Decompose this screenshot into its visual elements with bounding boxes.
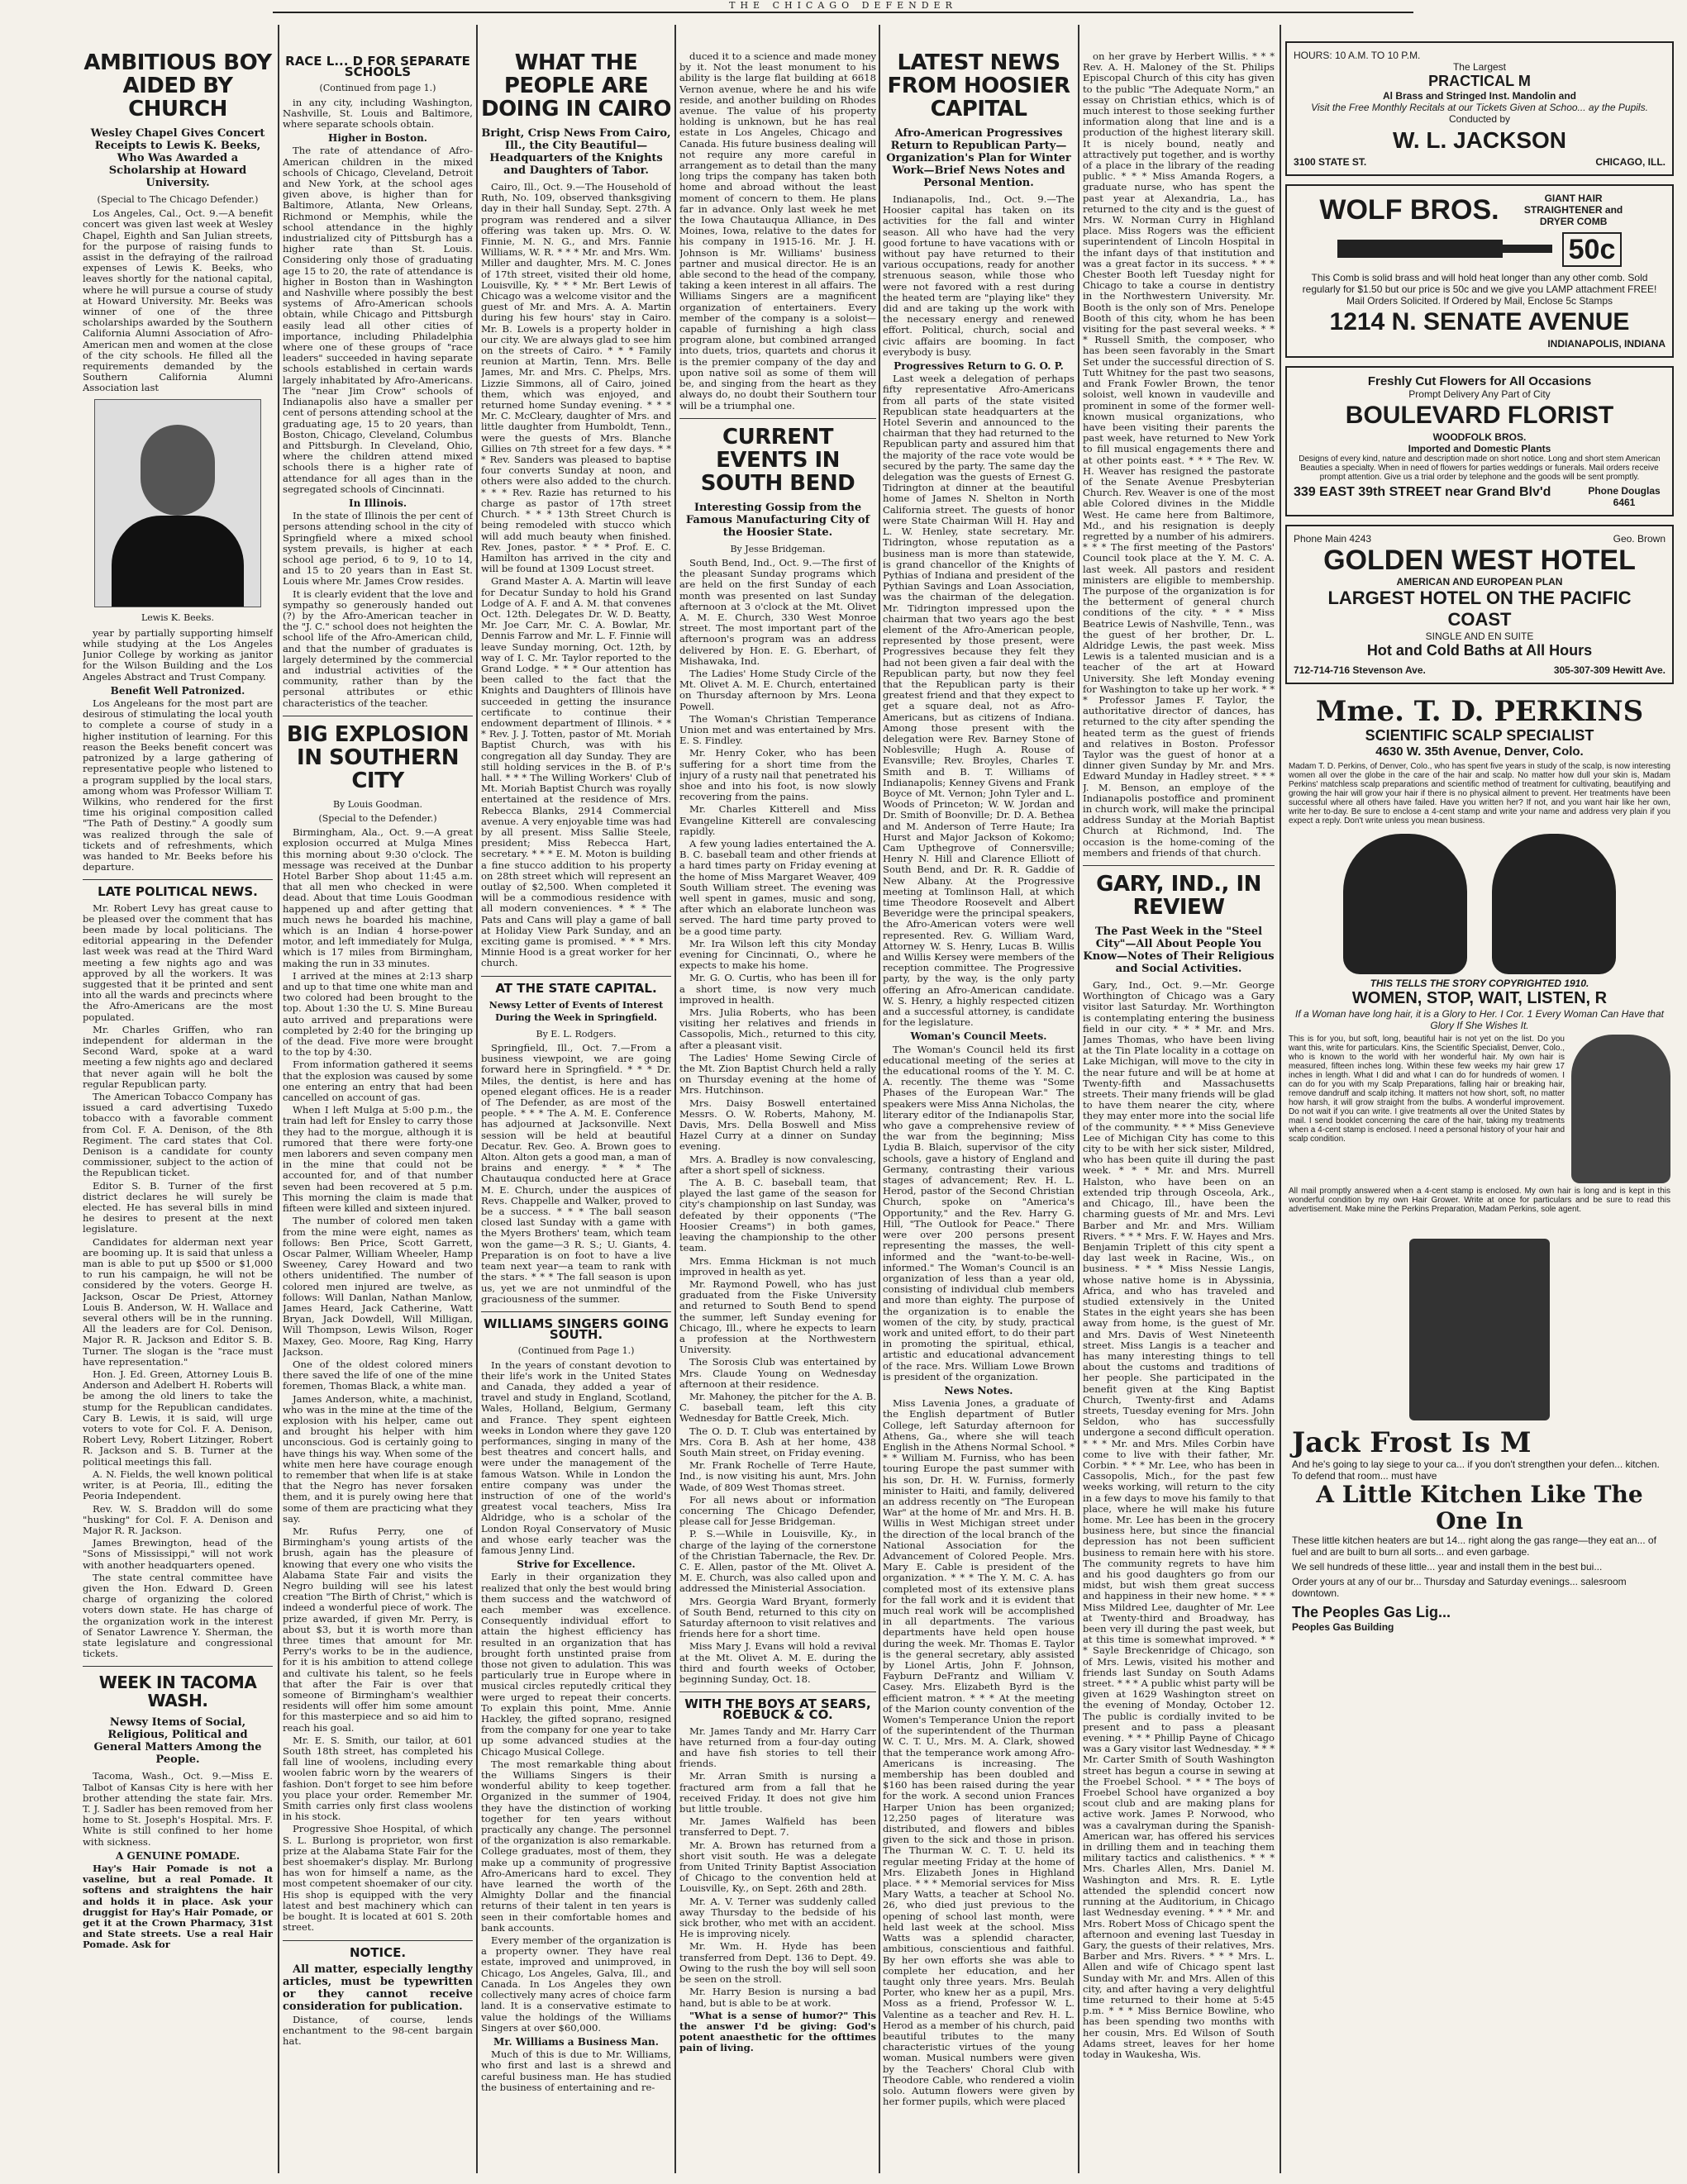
deck: Afro-American Progressives Return to Republican Party—Organization's Plan for Winter Work—Brief News Notes and Personal Mention.: [886, 127, 1071, 189]
article-paragraph: Cairo, Ill., Oct. 9.—The Household of Ruth, No. 109, observed thanksgiving day in their hall Sunday, Sept. 27th. A program was rendered and a silver offering was taken up. Mrs. O. W. Finnie, M. N. G., and Mrs. Fannie Williams, W. R. * * * Mr. and Mrs. Wm. Miller and daughter, Mrs. M. C. Jones of 17th street, visited their old home, Louisville, Ky. * * * Mr. Bert Lewis of Chicago was a welcome visitor and the guest of Mr. and Mrs. A. A. Martin during his few hours' stay in Cairo. Mr. B. Lowels is a property holder in our city. We are always glad to see him on the streets of Cairo. * * * Family reunion at Martin, Tenn. Mrs. Belle James, Mr. and Mrs. C. Phelps, Mrs. Lizzie Simmons, all of Cairo, joined them, which was enjoyed, and returned home Sunday evening. * * * Mr. C. McCleary, daughter of Mrs. and little daughter from Humboldt, Tenn., were the guests of Mrs. Blanche Gillies on 7th street for a few days. * * * Rev. Sanders was pleased to baptise four converts Sunday at noon, and others were also added to the church. * * * Rev. Razie has returned to his charge as pastor of 17th street Church. * * * 13th Street Church is being remodeled with stucco which will add much beauty when finished. Rev. Jones, pastor. * * * Prof. E. C. Hamilton has arrived in the city and will be found at 1309 Locust street.: [481, 181, 671, 575]
comb-icon: [1337, 233, 1552, 266]
ad-phone: Phone Main 4243: [1294, 533, 1372, 545]
article-paragraph: Miss Lavenia Jones, a graduate of the English department of Butler College, left Saturday afternoon for Athens, Ga., where she will teach English in the Athens Normal School. * * * William M. Furniss, who has been touring Europe the past summer with his son, Dr. H. W. Furniss, formerly minister to Haiti, and family, delivered an address recently on "The European War" at the home of Mr. and Mrs. H. B. Willis in West Michigan street under the direction of the local branch of the National Association for the Advancement of Colored People. Mrs. Mary E. Cable is president of the organization. * * * The Y. M. C. A. has completed most of its extensive plans for the fall work and it is evident that much real work will be accomplished in all departments. The various departments have held open house during the week. Mr. Thomas E. Taylor is the general secretary, ably assisted by Lionel Artis, John F. Johnson, Fayburn DeFrantz and William V. Casey. Mrs. Elizabeth Byrd is the efficient matron. * * * At the meeting of the Marion county convention of the Women's Temperance Union the report of the superintendent of the Thurman W. C. T. U., Mrs. M. A. Clark, showed that the temperance work among Afro-Americans is increasing. The membership has been doubled and $160 has been raised during the year for the work. A second union Frances Harper Union has been organized; 12,250 pages of literature was distributed, and flowers and bibles given to the sick and those in prison. The Thurman W. C. T. U. held its regular meeting Friday at the home of Mrs. Elizabeth Jones in Highland place. * * * Memorial services for Miss Mary Watts, a teacher at School No. 26, who died just previous to the opening of school last month, were held last week at the school. Miss Watts was a splendid character, ambitious, conscientious and faithful. By her own efforts she was able to complete her education, and her taught only three years. Mrs. Beulah Porter, who knew her as a pupil, Mrs. Moss as a friend, Professor W. L. Valentine as a teacher and Rev. H. L. Herod as a member of his church, paid beautiful tributes to the many characteristic virtues of the young woman. Musical numbers were given by the Teachers' Choral Club with Theodore Cable, who rendered a violin solo. Autumn flowers were given by her former pupils, which were placed: [883, 1397, 1075, 2108]
column-rule: [1078, 25, 1079, 2173]
column-rule: [674, 25, 676, 2173]
divider: [283, 1940, 473, 1941]
ad-paragraph: Hay's Hair Pomade is not a vaseline, but a real Pomade. It softens and straightens the hair and holds it in place. Ask your druggist for Hay's Hair Pomade, or get it at the Crown Pharmacy, 31st and State streets. Use a real Hair Pomade. Ask for: [83, 1862, 273, 1951]
portrait-photo: [94, 399, 261, 607]
article-paragraph: Mr. A. V. Terner was suddenly called away Thursday to the bedside of his sick brother, who met with an accident. He is improving nicely.: [679, 1895, 876, 1940]
article-paragraph: Mr. Robert Levy has great cause to be pleased over the comment that has been made by local politicians. The editorial appearing in the Defender last week was read at the Third Ward meeting a few nights ago and was approved by all the workers. It was suggested that it be printed and sent into all the wards and precincts where the Afro-Americans are the most populated.: [83, 902, 273, 1023]
article-paragraph: Mr. Rufus Perry, one of Birmingham's young artists of the brush, again has the pleasure of knowing that every one who visits the Alabama State Fair and visits the Negro building will see his latest creation "The Birth of Christ," which is indeed a wonderful piece of work. The prize awarded, if given Mr. Perry, is about $3, but it is worth more than three times that amount for Mr. Perry's works to be in the audience, for it is his ambition to attend college and cultivate his talent, so he feels that after the Fair is over that someone of Birmingham's wealthier residents will offer him some amount for this masterpiece and so aid him to reach his goal.: [283, 1525, 473, 1734]
article-paragraph: Mrs. Emma Hickman is not much improved in health as yet.: [679, 1254, 876, 1278]
article-paragraph: Mr. Raymond Powell, who has just graduated from the Fiske University and returned to South Bend to spend the summer, left Sunday evening for Chicago, Ill., where he expects to learn a profession at the Northwestern University.: [679, 1278, 876, 1356]
ad-line: Peoples Gas Building: [1292, 1621, 1394, 1633]
article-paragraph: When I left Mulga at 5:00 p.m., the train had left for Ensley to carry those they had to the morgue, although it is rumored that there were forty-one men laborers and seven company men in the mine that could not be accounted for, and of that number seven had been recovered at 5 p.m. This morning the claim is made that fifteen were killed and sixteen injured.: [283, 1104, 473, 1215]
article-paragraph: Mr. Charles Kitterell and Miss Evangeline Kitterell are convalescing rapidly.: [679, 803, 876, 837]
ad-description: Madam T. D. Perkins, of Denver, Colo., who has spent five years in study of the scalp, is now interesting women all over the globe in the care of the hair and scalp. No matter how dull your skin is, Madam Perkins' matchless scalp preparations and scientific method of treatment for cultivating, beautifying and growing the hair will grow your hair if there is no physical ailment to prevent. Her treatments have been successful where all others have failed. Have you written her? If not, and you want hair like her own, write her to-day. Be sure to enclose a 4-cent stamp and write your name and address very plain if you expect a reply. Don't write unless you mean business.: [1289, 762, 1670, 826]
divider: [481, 1311, 671, 1312]
ad-line: Freshly Cut Flowers for All Occasions: [1367, 374, 1592, 388]
article-paragraph: Mr. James Tandy and Mr. Harry Carr have returned from a four-day outing and have fish stories to tell their friends.: [679, 1725, 876, 1770]
article-paragraph: In the state of Illinois the per cent of persons attending school in the city of Springfield where a mixed school system prevails, is higher at each school age period, 6 to 9, 10 to 14, and 15 to 20 years than in East St. Louis where Mr. James Crow resides.: [283, 510, 473, 588]
ad-paragraph: Order yours at any of our br... Thursday and Saturday evenings... salesroom downtown.: [1292, 1576, 1627, 1599]
headline-ambitious-boy: AMBITIOUS BOY AIDED BY CHURCH: [83, 51, 272, 121]
deck: Wesley Chapel Gives Concert Receipts to Lewis K. Beeks, Who Was Awarded a Scholarship at Howard University.: [90, 127, 265, 189]
article-paragraph: In the years of constant devotion to their life's work in the United States and Canada, they added a year of travel and study in England, Scotland, Wales, Holland, Belgium, Germany and France. They spent eighteen weeks in London where they gave 120 performances, singing in many of the best theatres and concert halls, and were under the management of the famous Watson. While in London the entire company was under the instruction of one of the world's greatest vocal teachers, Miss Ira Aldridge, who is a scholar of the London Royal Conservatory of Music and whose early teacher was the famous Jenny Lind.: [481, 1358, 671, 1556]
ad-perkins: [1285, 692, 1674, 1217]
article-paragraph: Los Angeles, Cal., Oct. 9.—A benefit concert was given last week at Wesley Chapel, Eighth and San Julian streets, for the purpose of raising funds to assist in the defraying of the railroad expenses of Lewis K. Beeks, who leaves shortly for the national capital, where he will pursue a course of study at Howard University. Mr. Beeks was winner of one of the three scholarships awarded by the Southern California Alumni Association of Afro-American men and women at the close of the city schools. He filled all the requirements demanded by the Southern California Alumni Association last: [83, 207, 273, 394]
article-paragraph: South Bend, Ind., Oct. 9.—The first of the pleasant Sunday programs which are held on the first Sunday of each month was presented on last Sunday afternoon at 3 o'clock at the Mt. Olivet A. M. E. Church, 330 West Monroe street. The most important part of the afternoon's program was an address delivered by Hon. E. G. Eberhart, of Mishawaka, Ind.: [679, 556, 876, 667]
headline-state-capital: AT THE STATE CAPITAL.: [495, 980, 657, 996]
article-paragraph: Candidates for alderman next year are booming up. It is said that unless a man is able to put up $500 or $1,000 to run his campaign, he will not be considered by the voters. George H. Jackson, Oscar De Priest, Attorney Louis B. Anderson, W. H. Wallace and several others will be in the running. All the leaders are for Col. Denison, Major R. R. Jackson and Editor S. B. Turner. The slogan is the "race must have representation.": [83, 1235, 273, 1368]
article-paragraph: Mr. E. S. Smith, our tailor, at 601 South 18th street, has completed his fall line of woolens, including every woolen fabric worn by the wearers of fashion. Don't forget to see him before you place your order. Remember Mr. Smith carries only first class woolens in his stock.: [283, 1734, 473, 1823]
article-paragraph: Mrs. A. Bradley is now convalescing, after a short spell of sickness.: [679, 1153, 876, 1176]
ad-line: Prompt Delivery Any Part of City: [1408, 388, 1551, 400]
article-paragraph: P. S.—While in Louisville, Ky., in charge of the laying of the cornerstone of the Christian Tabernacle, the Rev. Dr. C. E. Allen, pastor of the Mt. Olivet A. M. E. Church, was also called upon and addressed the Ministerial Association.: [679, 1528, 876, 1595]
article-paragraph: Mr. Henry Coker, who has been suffering for a short time from the injury of a rusty nail that penetrated his shoe and into his foot, is now slowly recovering from the pains.: [679, 747, 876, 803]
ad-body-row: [1289, 1035, 1670, 1183]
article-paragraph: Mr. Harry Besion is nursing a bad hand, but is able to be at work.: [679, 1986, 876, 2009]
subhead: Progressives Return to G. O. P.: [894, 360, 1064, 373]
article-paragraph: The Woman's Christian Temperance Union met and was entertained by Mrs. E. S. Findley.: [679, 712, 876, 747]
article-paragraph: James Anderson, white, a machinist, who was in the mine at the time of the explosion with his helper, came out and brought his helper with him unconscious. God is certainly going to have things his way. When some of the white men here have courage enough to remember that when life is at stake that the Negro has never forsaken them, and it is purely owing here that some of them are practicing what they say.: [283, 1392, 473, 1525]
ad-city: CHICAGO, ILL.: [1595, 156, 1666, 168]
long-hair-photo: [1571, 1035, 1670, 1183]
byline: By Louis Goodman.: [332, 798, 423, 810]
headline-williams-singers: WILLIAMS SINGERS GOING SOUTH.: [484, 1316, 669, 1343]
ad-line: WOODFOLK BROS.: [1432, 431, 1527, 443]
column-1: [83, 51, 273, 2175]
ad-comb-row: [1294, 232, 1666, 267]
article-paragraph: From information gathered it seems that the explosion was caused by some one entering an entry that had been cancelled on account of gas.: [283, 1059, 473, 1104]
column-5: [883, 51, 1075, 2175]
ad-title-row: [1294, 193, 1666, 227]
article-paragraph: Last week a delegation of perhaps fifty representative Afro-Americans from all parts of the state visited Republican state headquarters at the Hotel Severin and announced to the chairman that they had returned to the Republican party and assured him that the majority of the race vote would be secured by the party. The same day the delegation was the guests of Ernest G. Tidrington at dinner at the beautiful home of James N. Shelton in North California street. The guests of honor were State Chairman Will H. Hay and L. W. Henley, state secretary. Mr. Tidrington, whose reputation as a business man is more than statewide, is grand chancellor of the Knights of Pythias of Indiana and president of the Pythian Savings and Loan Association, was the chairman of the delegation. Mr. Tidrington impressed upon the chairman that two years ago the best element of the Afro-American people, represented by those present, were Progressives because they felt they had not been given a fair deal with the Republican party, but now they feel that the Republican party is their greatest friend and that they expect to get a square deal, not as Afro-Americans, but as citizens of Indiana. Among those present with the delegation were Rev. Barney Stone of Noblesville; Hugh A. Rouse of Evansville; Rev. Broyles, Charles T. Smith and B. T. Williams of Indianapolis; Kenney Givens and Frank Boyce of Mt. Vernon; John Tyler and L. Woods of Princeton; W. W. Jordan and Dr. Smith of Boonville; Dr. D. A. Bethea and M. Anderson of Terre Haute; Ira Hurst and Major Jackson of Kokomo; Cam Upthegrove of Connersville; Henry N. Hill and Clarence Elliott of South Bend, and Dr. R. R. Gaddie of New Albany. At the Progressive meeting at Tomlinson Hall, at which time Theodore Roosevelt and Albert Beveridge were the principal speakers, the Afro-American voters were well represented. Rev. G. William Ward, Attorney W. S. Henry, Lucas B. Willis and Willis Kersey were members of the reception committee. The Progressive party, by the way, is the only party offering an Afro-American candidate. W. S. Henry, a highly respected citizen and a successful attorney, is candidate for the legislature.: [883, 373, 1075, 1029]
article-paragraph: Early in their organization they realized that only the best would bring them success and the watchword of each member was excellence. Consequently individual effort to attain the highest efficiency has resulted in an organization that has brought forth unstinted praise from those not given to adulation. This was particularly true in Europe where in musical circles reputedly critical they were urged to repeat their concerts. To explain this point, Mme. Annie Hackley, the gifted soprano, resigned from the company for one year to take up some advanced studies at the Chicago Musical College.: [481, 1571, 671, 1758]
advertisement-column: [1285, 41, 1674, 1648]
article-paragraph: Birmingham, Ala., Oct. 9.—A great explosion occurred at Mulga Mines this morning about 9:30 o'clock. The message was received at the Dunbar Hotel Barber Shop about 11:45 a.m. that all men who checked in were dead. About that time Louis Goodman happened up and after getting that much news he boarded his machine, which is an Indian 4 horse-power motor, and left immediately for Mulga, which is 17 miles from Birmingham, making the run in 33 minutes.: [283, 826, 473, 969]
article-paragraph: Springfield, Ill., Oct. 7.—From a business viewpoint, we are going forward here in Springfield. * * * Dr. Miles, the dentist, is here and has opened elegant offices. He is a reader of The Defender, as are most of the people. * * * The A. M. E. Conference has adjourned at Jacksonville. Next session will be held at beautiful Decatur. Rev. Geo. A. Brown goes to Alton. Alton gets a good man, a man of brains and energy. * * * The Chautauqua conducted here at Grace M. E. Church, under the auspices of Revs. Chappelle and Walker, proved to be a success. * * * The ball season closed last Sunday with a game with the Myers Brothers' team, which team won the game—3 R. S.; U. Giants, 4. Preparation is on foot to have a live team next year—a team to rank with the stars. * * * The fall season is upon us, yet we are not unmindful of the graciousness of the summer.: [481, 1042, 671, 1305]
article-paragraph: duced it to a science and made money by it. Not the least monument to his ability is the large flat building at 6618 Vernon avenue, where he and his wife reside, and another building on Rhodes avenue. The value of his property holding is unknown, but he has real estate in Los Angeles, Chicago and Canada. His future business dealing will not require any more careful in arrangement as to detail than the many long trips the company has taken both home and abroad without the least moment of concern to them. He plans far in advance. Only last week he met the Iowa Chautauqua Alliance, in Des Moines, Iowa, relative to the dates for his company in 1915-16. Mr. J. H. Johnson is Mr. Williams' business partner and musical director. He is an able second to the head of the company, taking a keen interest in all affairs. The Williams Singers are a magnificent organization of entertainers. Every member of the company is a soloist—capable of furnishing a high class program alone, but combined arranged into duets, trios, quartets and chorus it is the premier company of the day and upon native soil as some of them will be, and singing from the heart as they always do, no doubt their Southern tour will be a triumphal one.: [679, 51, 876, 412]
article-paragraph: Every member of the organization is a property owner. They have real estate, improved and unimproved, in Chicago, Los Angeles, Galva, Ill., and Canada. In Los Angeles they own collectively many acres of choice farm land. It is a conservative estimate to value the holdings of the Williams Singers at over $60,000.: [481, 1934, 671, 2034]
article-paragraph: Mr. Ira Wilson left this city Monday evening for Cincinnati, O., where he expects to make his home.: [679, 937, 876, 972]
ad-line: If a Woman have long hair, it is a Glory to Her. I Cor. 1 Every Woman Can Have that Glory If She Wishes It.: [1295, 1008, 1664, 1031]
ad-headline: A Little Kitchen Like The One In: [1316, 1481, 1643, 1535]
ad-line: SINGLE AND EN SUITE: [1425, 630, 1534, 642]
column-rule: [1280, 25, 1281, 2173]
article-paragraph: Mrs. Daisy Boswell entertained Messrs. O. W. Roberts, Mahony, M. Davis, Mrs. Della Boswell and Miss Hazel Curry at a dinner on Sunday evening.: [679, 1097, 876, 1153]
column-2: [283, 51, 473, 2175]
article-paragraph: The number of colored men taken from the mine were eight, names as follows: Ben Price, Scott Garrett, Oscar Palmer, William Wheeler, Hamp Sweeney, Carey Howard and two others unidentified. The number of colored men injured are twelve, as follows: Will Danlan, Nathan Manlow, James Heard, Jack Catherine, Watt Bryan, Jack Dowdell, Will Milligan, Will Thompson, Lewis Wilson, Roger Maxey, Geo. Moore, Rag King, Harry Jackson.: [283, 1215, 473, 1358]
continued-note: (Continued from Page 1.): [517, 1345, 635, 1357]
ad-phone: Phone Douglas 6461: [1588, 485, 1661, 508]
ad-line: LARGEST HOTEL ON THE PACIFIC COAST: [1327, 588, 1632, 630]
headline-tacoma: WEEK IN TACOMA WASH.: [98, 1672, 257, 1711]
subhead: News Notes.: [944, 1384, 1013, 1397]
article-paragraph: on her grave by Herbert Willis. * * * Rev. A. H. Maloney of the St. Philips Episcopal Church of this city has given to the public "The Adequate Norm," an essay on Christian ethics, which is of much interest to those seeking further information along that line and is a production of the highest literary skill. It is nicely bound, neatly and attractively put together, and is worthy of a place in the library of the reading public. * * * Miss Amanda Rogers, a graduate nurse, who has spent the past year at Alexandria, La., has returned to the city and is the guest of Mrs. W. Norman Curry in Highland place. Miss Rogers was the efficient superintendent of Lincoln Hospital in the infant days of that institution and was a great factor in its success. * * * Chester Booth left Tuesday night for Chicago to take a course in dentistry in the Northwestern University. Mr. Booth is the only son of Mrs. Penelope Booth of this city, whom he has been visiting for the past several weeks. * * * Russell Smith, the composer, who has been seen favorably in the Smart Set under the successful direction of S. Tutt Whitney for the past two seasons, and Frank Fowler Brown, the tenor soloist, well known in vaudeville and prominent in some of the former well-known musical organizations, who have been visiting their parents the past week, have returned to New York to fill musical engagements there and at other points east. * * * The Rev. W. H. Weaver has resigned the pastorate of the Senate Avenue Presbyterian Church. Rev. Weaver is one of the most able Colored divines in the Middle West. He came here from Baltimore, Md., and his resignation is deeply regretted by a number of his admirers. * * * The first meeting of the Pastors' Council took place at the Y. M. C. A. last week. All pastors and resident ministers are eligible to membership. The purpose of the organization is for the betterment of general church conditions of the city. * * * Miss Beatrice Lewis of Nashville, Tenn., was the guest of her brother, Dr. L. Aldridge Lewis, the past week. Miss Lewis is a talented musician and is a teacher of the art at Howard University. She left Monday evening for Washington to take up her work. * * * Professor James F. Taylor, the authoritative director of dances, has returned to the city after spending the heated term as the guest of friends and relatives in Boston. Professor Taylor was the guest of honor at a dinner given Sunday by Mr. and Mrs. Edward Munday in Hadley street. * * * J. M. Benson, an employe of the Indianapolis postoffice and prominent in church work, will make the principal address Sunday at the Moriah Baptist Church at Richmond, Ind. The occasion is the home-coming of the members and friends of that church.: [1083, 51, 1275, 859]
ad-hours: HOURS: 10 A.M. TO 10 P.M.: [1294, 50, 1421, 61]
ad-paragraph: And he's going to lay siege to your ca... if you don't strengthen your defen... kitchen. To defend that room... must have: [1292, 1458, 1660, 1482]
article-paragraph: James Brewington, head of the "Sons of Mississippi," will not work with another headquarters opened.: [83, 1537, 273, 1571]
ad-address: 339 EAST 39th STREET near Grand Blv'd: [1294, 485, 1551, 499]
ad-paragraph: We sell hundreds of these little... year and install them in the best bui...: [1292, 1561, 1603, 1573]
article-paragraph: year by partially supporting himself while studying at the Los Angeles Junior College by working as janitor for the Wilson Building and the Los Angeles Abstract and Trust Company.: [83, 626, 273, 683]
ad-address: 1214 N. SENATE AVENUE: [1329, 308, 1630, 335]
headline-hoosier-capital: LATEST NEWS FROM HOOSIER CAPITAL: [887, 51, 1070, 121]
article-paragraph: Los Angeleans for the most part are desirous of stimulating the local youth to complete a course of study in a higher institution of learning. For this reason the Beeks benefit concert was patronized by a large gathering of representative people who listened to a program supplied by the local stars, among whom was Professor William T. Wilkins, who rendered for the first time his original composition called "The Path of Destiny." A goodly sum was realized through the sale of tickets and of refreshments, which was handed to Mr. Beeks before his departure.: [83, 697, 273, 873]
byline: (Special to the Defender.): [318, 812, 437, 824]
ad-line: Imported and Domestic Plants: [1408, 443, 1551, 454]
ad-jackson-music: [1285, 41, 1674, 176]
article-paragraph: A. N. Fields, the well known political writer, is at Peoria, Ill., editing the Peoria Independent.: [83, 1468, 273, 1502]
portrait-suit: [112, 516, 244, 607]
ad-hair-images: [1289, 834, 1670, 974]
ad-description: This Comb is solid brass and will hold heat longer than any other comb. Sold regularly for $1.50 but our price is 50c and we give you LAMP attachment FREE! Mail Orders Solicited. If Ordered by Mail, Enclose 5c Stamps: [1302, 272, 1657, 307]
ad-line: SCIENTIFIC SCALP SPECIALIST: [1365, 727, 1594, 744]
ad-top-row: [1294, 533, 1666, 545]
ad-line: Al Brass and Stringed Inst. Mandolin and: [1382, 90, 1577, 102]
article-paragraph: Mr. Mahoney, the pitcher for the A. B. C. baseball team, left this city Wednesday for Battle Creek, Mich.: [679, 1390, 876, 1425]
kitchen-heater-illustration: [1409, 1239, 1550, 1420]
article-paragraph: Mr. Arran Smith is nursing a fractured arm from a fall that he received Friday. It does not give him but little trouble.: [679, 1770, 876, 1815]
article-paragraph: I arrived at the mines at 2:13 sharp and up to that time one white man and two colored had been brought to the top. About 1:30 the U. S. Mine Bureau auto arrived and preparations were completed by 2:40 for the bringing up of the dead. Five more were brought to the top by 4:30.: [283, 969, 473, 1059]
ad-golden-west-hotel: [1285, 525, 1674, 684]
ad-name: Mme. T. D. PERKINS: [1315, 695, 1644, 728]
photo-caption: Lewis K. Beeks.: [141, 611, 214, 623]
ad-line: AMERICAN AND EUROPEAN PLAN: [1396, 576, 1563, 588]
ad-name: GOLDEN WEST HOTEL: [1323, 545, 1636, 576]
ad-address-row: [1294, 485, 1666, 508]
ad-line: PRACTICAL M: [1428, 73, 1531, 89]
subhead: Benefit Well Patronized.: [110, 684, 245, 697]
article-paragraph: Mr. Frank Rochelle of Terre Haute, Ind., is now visiting his aunt, Mrs. John Wade, of 809 West Thomas street.: [679, 1459, 876, 1493]
byline: (Special to The Chicago Defender.): [97, 194, 259, 205]
ad-address: 305-307-309 Hewitt Ave.: [1553, 664, 1666, 676]
subhead: Mr. Williams a Business Man.: [493, 2035, 659, 2048]
headline-south-bend: CURRENT EVENTS IN SOUTH BEND: [700, 424, 855, 496]
byline: By E. L. Rodgers.: [536, 1028, 617, 1040]
article-paragraph: Mr. James Walfield has been transferred to Dept. 7.: [679, 1815, 876, 1839]
ad-description: All mail promptly answered when a 4-cent stamp is enclosed. My own hair is long and is kept in this wonderful condition by my own Hair Grower. Write at once for particulars and be sure to read this advertisement. Make mine the Perkins Preparation, Madam Perkins, sole agent.: [1289, 1187, 1670, 1214]
headline-big-explosion: BIG EXPLOSION IN SOUTHERN CITY: [286, 721, 469, 793]
headline-sears-roebuck: WITH THE BOYS AT SEARS, ROEBUCK & CO.: [684, 1696, 871, 1723]
article-paragraph: Tacoma, Wash., Oct. 9.—Miss E. Talbot of Kansas City is here with her brother attending the state fair. Mrs. T. J. Sadler has been removed from her home to St. Joseph's Hospital. Mrs. F. White is still confined to her home with sickness.: [83, 1770, 273, 1848]
portrait-face: [141, 425, 215, 516]
headline-late-political-news: LATE POLITICAL NEWS.: [98, 884, 258, 900]
article-paragraph: It is clearly evident that the love and sympathy so generously handed out (?) by the Afro-American teacher in the "J. C." school does not heighten the school life of the Afro-American child, and that the number of graduates is largely determined by the commercial and industrial activities of the community, rather than by the personal attributes or ethic characteristics of the teacher.: [283, 588, 473, 709]
ad-boulevard-florist: [1285, 366, 1674, 516]
article-paragraph: Progressive Shoe Hospital, of which S. L. Burlong is proprietor, won first prize at the Alabama State Fair for the best shoemaker's display. Mr. Burlong has won for himself a name, as the most competent shoemaker of our city. His shop is equipped with the very latest and best machinery which can be bought. It is located at 601 S. 20th street.: [283, 1823, 473, 1934]
article-paragraph: Much of this is due to Mr. Williams, who first and last is a shrewd and careful business man. He has studied the business of entertaining and re-: [481, 2048, 671, 2093]
subhead: Woman's Council Meets.: [910, 1030, 1047, 1043]
ad-name: BOULEVARD FLORIST: [1345, 402, 1614, 429]
headline-notice: NOTICE.: [349, 1944, 407, 1960]
article-paragraph: Mr. A. Brown has returned from a short visit south. He was a delegate from United Trinity Baptist Association of Chicago to the convention held at Louisville, Ky., on Sept. 26th and 28th.: [679, 1839, 876, 1895]
deck: Newsy Letter of Events of Interest During the Week in Springfield.: [488, 999, 664, 1023]
ad-description: Designs of every kind, nature and description made on short notice. Long and short stem American Beauties a specialty. When in need of flowers for parties weddings or funerals. Mail orders receive prompt attention. Give us a trial order by telephone and the goods will be sent promptly.: [1299, 454, 1661, 482]
article-paragraph: Mrs. Georgia Ward Bryant, formerly of South Bend, returned to this city on Saturday afternoon to visit relatives and friends here for a short time.: [679, 1595, 876, 1640]
ad-manager: Geo. Brown: [1613, 533, 1666, 545]
byline: By Jesse Bridgeman.: [730, 543, 826, 554]
ad-description: This is for you, but soft, long, beautiful hair is not yet on the list. Do you want this, write for particulars. Kins, the Scientific Specialist, Denver, Colo., who is known to the world with her wonderful hair. My own hair is measured, fifteen inches long. Within these few weeks my hair grew 17 inches in length. What I did and what I can do for hundreds of women. I can do for you with my Scalp Preparations, falling hair or breaking hair, remove dandruff and scalp itching. It matters not how short, soft, no matter how harsh, it will grow straight from the bulbs. A wonderful improvement. Do not wait if you can write. I give treatments all over the United States by mail. I send booklet concerning the care of the hair, taking my treatments when a 4-cent stamp is enclosed. I need a personal history of your hair and scalp condition.: [1289, 1035, 1565, 1144]
divider: [481, 976, 671, 977]
article-paragraph: The American Tobacco Company has issued a card advertising Tuxedo tobacco with a favorable comment from Col. F. A. Denison, of the 8th Regiment. The card states that Col. Denison is a candidate for county commissioner, subject to the action of the Republican ticket.: [83, 1090, 273, 1179]
ad-address-row: [1294, 156, 1666, 168]
ad-name: The Peoples Gas Lig...: [1292, 1604, 1451, 1620]
continued-note: (Continued from page 1.): [319, 83, 436, 94]
article-paragraph: Hon. J. Ed. Green, Attorney Louis B. Anderson and Adelbert H. Roberts will be among the old liners to take the stump for the Republican candidates. Cary B. Lewis, it is said, will urge voters to vote for Col. F. A. Denison, Robert Levy, Robert Litzinger, Robert R. Jackson and S. B. Turner at the political meetings this fall.: [83, 1368, 273, 1468]
article-paragraph: The rate of attendance of Afro-American children in the mixed schools of Chicago, Cleveland, Detroit and New York, at the school ages given above, is higher than for Baltimore, Atlanta, New Orleans, Richmond or Memphis, while the school attendance in the highly industrialized city of Pittsburgh has a higher rate than St. Louis. Considering only those of graduating age 15 to 20, the rate of attendance is higher in Boston than in Washington and Nashville where possibly the best systems of Afro-American schools obtain, while Chicago and Pittsburgh easily lead all other cities of importance, including Philadelphia where one of these groups of "race leaders" succeeded in having separate schools established in certain wards largely inhabitated by Afro-Americans. The "near Jim Crow" schools of Indianapolis also have a smaller per cent of persons attending school at the graduating age, 15 to 20 years, than Boston, Chicago, Cleveland, Columbus and Pittsburgh. In Cleveland, Ohio, where the children attend mixed schools there is a higher rate of attendance for all ages than in the segregated schools of Cincinnati.: [283, 145, 473, 495]
article-paragraph: Gary, Ind., Oct. 9.—Mr. George Worthington of Chicago was a Gary visitor last Saturday. Mr. Worthington is contemplating entering the business field in our city. * * * Mr. and Mrs. James Thomas, who have been living at the Tin Plate locality in a cottage on Lake Michigan, will move to the city in the near future and will be at home at Twenty-fifth and Massachusetts streets. Their many friends will be glad to have them nearer the city, where they may enter more into the social life of the community. * * * Miss Genevieve Lee of Michigan City has come to this city to be with her sick sister, Mildred, who has been quite ill during the past week. * * * Mr. and Mrs. Murrell Halston, who have been on an extended trip through Osceola, Ark., and Chicago, Ill., have been the charming guests of Mr. and Mrs. Levi Barber and Mr. and Mrs. William Rivers. * * * Mrs. F. W. Hayes and Mrs. Benjamin Triplett of this city spent a day last week in Racine, Wis., on business. * * * Miss Nessie Langis, whose native home is in Abyssinia, Africa, and who has traveled and studied extensively in the United States in the eight years she has been away from home, is the guest of Mr. and Mrs. Davis of West Nineteenth street. Miss Langis is a teacher and has many interesting things to tell about the customs and traditions of her people. She participated in the benefit given at the King Baptist Church, Twenty-first and Adams streets, Tuesday evening for Mrs. John Seldon, who has successfully undergone a second difficult operation. * * * Mr. and Mrs. Miles Corbin have come to live with their father, Mr. Corbin. * * * Mr. Lee, who has been in Cassopolis, Mich., for the past few weeks working, will return to the city in a few days to move his family to that place, where he will make his future home. Mr. Lee has been in the grocery business here, but since the financial depression has not been sufficient business to remain here with his store. The community regrets to have him and his good daughters go from our midst, but wish them great success and happiness in their new home. * * * Miss Mildred Lee, daughter of Mr. Lee at Twenty-third and Broadway, has been very ill during the past week, but at this time is somewhat improved. * * * Sayle Breckenridge of Chicago, son of Mrs. Lewis, visited his mother and friends last Sunday on South Adams street. * * * A public whist party will be given at 1629 Washington street on the evening of Monday, October 12. The public is cordially invited to be present and to pass a pleasant evening. * * * Phillip Payne of Chicago was a Gary visitor last Wednesday. * * * Mr. Carter Smith of South Washington street has begun a course in sewing at the Froebel School. * * * The boys of Froebel School have organized a boy scout club and are making plans for active work. James P. Norwood, who was a cavalryman during the Spanish-American war, has offered his services in drilling them and in teaching them military tactics and calisthenics. * * * Mrs. Charles Allen, Mrs. Daniel M. Washington and Mrs. R. E. Lytle attended the splendid concert now running at the Auditorium, in Chicago last Wednesday evening. * * * Mr. and Mrs. Robert Moss of Chicago spent the afternoon and evening last Tuesday in Gary, the guests of their relatives, Mrs. Barber and Mrs. Rivers. * * * Mrs. L. Allen and wife of Chicago spent last Sunday with Mr. and Mrs. Allen of this city, and after having a very delightful time returned to their home at 5:45 p.m. * * * Miss Bernice Bowline, who has been spending two months with her cousin, Mrs. Ed Wilson of South Adams street, leaves for her home today in Waukesha, Wis.: [1083, 979, 1275, 2060]
column-4: [679, 51, 876, 2175]
article-paragraph: The Woman's Council held its first educational meeting of the series at the educational rooms of the Y. M. C. A. recently. The theme was "Some Phases of the European War." The speakers were Miss Anna Nicholas, the literary editor of the Indianapolis Star, who gave a comprehensive review of the war from the beginning; Miss Lydia B. Blaich, supervisor of the city schools, gave a history of England and Germany, contrasting their various stages of advancement; Rev. H. L. Herod, pastor of the Second Christian Church, spoke on "America's Opportunity," and the Rev. Harry G. Hill, "The Outlook for Peace." There were over 200 persons present representing the masses, the well-informed and the "want-to-be-well-informed." The Woman's Council is an organization of less than a year old, consisting of individual club members and more than eighty. The purpose of the organization is to enable the women of the city, by study, practical work and united effort, to do their part in promoting the spiritual, ethical, artistic and educational advancement of the race. Mrs. William Lowe Brown is president of the organization.: [883, 1043, 1075, 1382]
article-paragraph: The state central committee have given the Hon. Edward D. Green charge of organizing the colored voters down state. He has charge of the organization work in the interest of Senator Lawrence Y. Sherman, the state legislature and congressional tickets.: [83, 1571, 273, 1660]
ad-line: Visit the Free Monthly Recitals at our Tickets Given at Schoo... ay the Pupils.: [1311, 102, 1648, 113]
article-paragraph: The Sorosis Club was entertained by Mrs. Claude Young on Wednesday afternoon at their residence.: [679, 1356, 876, 1390]
article-paragraph: The A. B. C. baseball team, that played the last game of the season for city's championship on last Sunday, was defeated by their opponents ("The Hoosier Creams") in both games, leaving the championship to the other team.: [679, 1177, 876, 1254]
deck: Bright, Crisp News From Cairo, Ill., the City Beautiful—Headquarters of the Knights and Daughters of Tabor.: [481, 127, 671, 177]
ad-address-row: [1294, 664, 1666, 676]
article-paragraph: Editor S. B. Turner of the first district declares he will surely be elected. He has several bills in mind he desires to present at the next legislature.: [83, 1179, 273, 1235]
hair-portrait-after: [1492, 834, 1616, 974]
article-paragraph: The Ladies' Home Study Circle of the Mt. Olivet A. M. E. Church, entertained on Thursday afternoon by Mrs. Leona Powell.: [679, 667, 876, 712]
ad-price: 50c: [1562, 232, 1623, 267]
article-paragraph: Grand Master A. A. Martin will leave for Decatur Sunday to hold his Grand Lodge of A. F. and A. M. that convenes Oct. 12th. Delegates Dr. W. D. Beatty, Mr. Joe Carr, Mr. C. A. Bowlar, Mr. Dennis Farrow and Mr. L. F. Finnie will leave Sunday morning, Oct. 12th, by way of I. C. Mr. Taylor reported to the Grand Lodge. * * * Our attention has been called to the fact that the Knights and Daughters of Illinois have succeeded in getting the insurance certificate to continue their endowment department of Illinois. * * * Rev. J. J. Totten, pastor of Mt. Moriah Baptist Church, was with his congregation all day Sunday. They are still holding services in the B. of P.'s hall. * * * The Willing Workers' Club of Mt. Moriah Baptist Church was royally entertained at the residence of Mrs. Rebecca Blanks, 2914 Commercial avenue. A very enjoyable time was had by all present. Miss Sallie Steele, president; Miss Rebecca Hart, secretary. * * * E. M. Moton is building a fine stucco addition to his property on 28th street which will represent an outlay of $2,500. When completed it will be a commodious residence with all modern conveniences. * * * The Pats and Cans will play a game of ball at Holiday View Park Sunday, and an exciting game is promised. * * * Mrs. Minnie Hood is a great worker for her church.: [481, 575, 671, 969]
article-paragraph: The most remarkable thing about the Williams Singers is their wonderful ability to keep together. Organized in the summer of 1904, they have the distinction of working together for ten years without practically any change. The personnel of the organization is also remarkable. College graduates, most of them, they make up a community of progressive Afro-Americans hard to excel. They have learned the worth of the Almighty Dollar and the financial returns of their talent in ten years is seen in their comfortable homes and bank accounts.: [481, 1758, 671, 1934]
subhead: Higher in Boston.: [328, 132, 427, 145]
headline-cairo: WHAT THE PEOPLE ARE DOING IN CAIRO: [481, 51, 671, 121]
article-paragraph: "What is a sense of humor?" This the answer I'd be giving: God's potent anaesthetic for the ofttimes pain of living.: [679, 2009, 876, 2054]
article-paragraph: Miss Mary J. Evans will hold a revival at the Mt. Olivet A. M. E. during the third and fourth weeks of October, beginning Sunday, Oct. 18.: [679, 1640, 876, 1686]
headline-separate-schools: RACE L... D FOR SEPARATE SCHOOLS: [285, 54, 470, 80]
subhead: In Illinois.: [348, 497, 407, 509]
article-paragraph: Rev. W. S. Braddon will do some "husking" for Col. F. A. Denison and Major R. R. Jackson.: [83, 1502, 273, 1536]
article-paragraph: The Ladies' Home Sewing Circle of the Mt. Zion Baptist Church held a rally on Thursday evening at the home of Mrs. Hutchinson.: [679, 1051, 876, 1097]
ad-line: Hot and Cold Baths at All Hours: [1366, 642, 1593, 659]
article-paragraph: The O. D. T. Club was entertained by Mrs. Cora B. Ash at her home, 438 South Main street, on Friday evening.: [679, 1425, 876, 1458]
ad-wolf-bros: [1285, 184, 1674, 358]
article-paragraph: in any city, including Washington, Nashville, St. Louis and Baltimore, where separate schools obtain.: [283, 96, 473, 131]
column-6: [1083, 51, 1275, 2175]
article-paragraph: Mrs. Julia Roberts, who has been visiting her relatives and friends in Cassopolis, Mich., returned to this city, after a pleasant visit.: [679, 1006, 876, 1051]
divider: [83, 879, 273, 880]
ad-headline: WOMEN, STOP, WAIT, LISTEN, R: [1351, 989, 1608, 1007]
deck: Interesting Gossip from the Famous Manufacturing City of the Hoosier State.: [685, 501, 870, 539]
deck: The Past Week in the "Steel City"—All About People You Know—Notes of Their Religious and Social Activities.: [1083, 925, 1275, 976]
column-3: [481, 51, 671, 2175]
article-paragraph: A few young ladies entertained the A. B. C. baseball team and other friends at a hard times party on Friday evening at the home of Miss Margaret Weaver, 409 South William street. The evening was well spent in games, music and song, after which an elaborate luncheon was served. The hard time party proved to be a good time party.: [679, 837, 876, 937]
article-paragraph: Mr. Charles Griffen, who ran independent for alderman in the Second Ward, spoke at a ward meeting a few nights ago and declared that never again will he bolt the regular Republican party.: [83, 1023, 273, 1090]
ad-caption: THIS TELLS THE STORY COPYRIGHTED 1910.: [1370, 978, 1589, 989]
article-paragraph: Indianapolis, Ind., Oct. 9.—The Hoosier capital has taken on its activities for the fall and winter season. All who have had the very good fortune to have vacations with or without pay have returned to their various occupations, ready for another strenuous season, while those who were not favored with a rest during the heated term are "playing like" they did and are taking up the work with the necessary energy and renewed effort. Political, church, social and civic affairs are booming. In fact everybody is busy.: [883, 193, 1075, 358]
subhead: A GENUINE POMADE.: [115, 1849, 241, 1862]
ad-line: The Largest: [1452, 61, 1507, 73]
divider: [679, 418, 876, 419]
column-rule: [879, 25, 880, 2173]
column-rule: [476, 25, 478, 2173]
masthead: THE CHICAGO DEFENDER: [273, 0, 1413, 13]
divider: [83, 1666, 273, 1667]
divider: [1083, 865, 1275, 866]
ad-paragraph: These little kitchen heaters are but 14... right along the gas range—they eat an... of fuel and are built to burn all sorts... and even garbage.: [1292, 1535, 1656, 1558]
deck: Newsy Items of Social, Religious, Political and General Matters Among the People.: [93, 1716, 262, 1767]
ad-address: 4630 W. 35th Avenue, Denver, Colo.: [1375, 745, 1584, 759]
article-paragraph: For all news about or information concerning The Chicago Defender, please call for Jesse Bridgeman.: [679, 1493, 876, 1528]
ad-line: Conducted by: [1448, 113, 1511, 125]
ad-tag: GIANT HAIR STRAIGHTENER and DRYER COMB: [1523, 193, 1623, 227]
subhead: Strive for Excellence.: [517, 1558, 636, 1571]
headline-gary: GARY, IND., IN REVIEW: [1096, 872, 1261, 921]
article-paragraph: Distance, of course, lends enchantment to the 98-cent bargain hat.: [283, 2013, 473, 2048]
article-paragraph: One of the oldest colored miners there saved the life of one of the mine foremen, Thomas Black, a white man.: [283, 1358, 473, 1392]
ad-address: 712-714-716 Stevenson Ave.: [1294, 664, 1426, 676]
ad-name: WOLF BROS.: [1319, 194, 1499, 226]
article-paragraph: Mr. G. O. Curtis, who has been ill for a short time, is now very much improved in health.: [679, 972, 876, 1006]
ad-headline: Jack Frost Is M: [1292, 1426, 1532, 1459]
ad-city: INDIANAPOLIS, INDIANA: [1547, 338, 1666, 350]
column-rule: [278, 25, 279, 2173]
hair-portrait-before: [1343, 834, 1467, 974]
ad-peoples-gas: [1285, 1225, 1674, 1639]
notice-text: All matter, especially lengthy articles, must be typewritten or they cannot receive consideration for publication.: [283, 1963, 473, 2013]
article-paragraph: Mr. Wm. H. Hyde has been transferred from Dept. 136 to Dept. 49. Owing to the rush the boy will sell soon be seen on the stroll.: [679, 1940, 876, 1986]
ad-address: 3100 STATE ST.: [1294, 156, 1367, 168]
ad-name: W. L. JACKSON: [1392, 127, 1566, 153]
